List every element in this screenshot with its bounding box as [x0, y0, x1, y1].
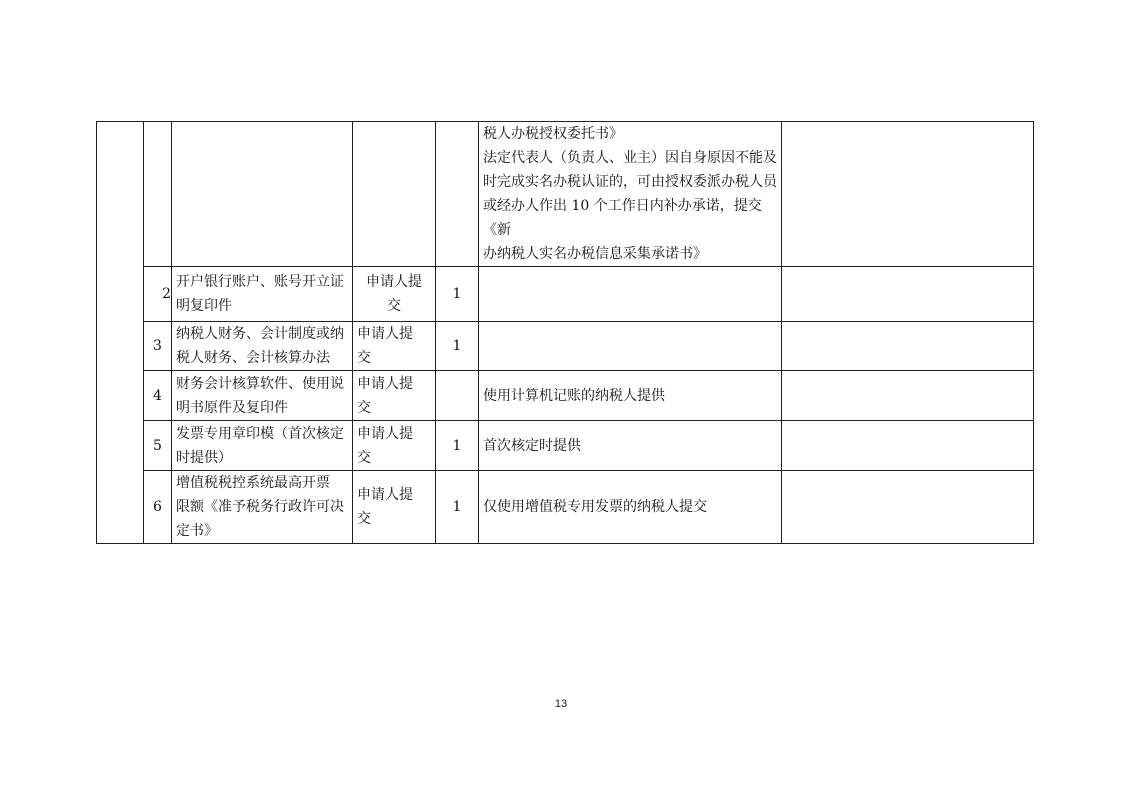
name-line: 明书原件及复印件	[176, 399, 288, 416]
copies-cell: 1	[436, 267, 479, 322]
source-cell	[353, 322, 436, 371]
name-line: 纳税人财务、会计制度或纳	[176, 326, 344, 342]
number-cell	[144, 122, 172, 267]
table-row-continuation	[97, 122, 1034, 267]
source-line: 申请人提	[357, 487, 413, 503]
number-cell: 5	[144, 421, 172, 471]
name-line: 限额《准予税务行政许可决	[176, 499, 344, 515]
copies-cell	[436, 122, 479, 267]
table-row	[97, 471, 1034, 544]
page-number: 13	[554, 698, 568, 710]
note-line: 时完成实名办税认证的，可由授权委派办税人员	[483, 174, 777, 190]
note-line: 办纳税人实名办税信息采集承诺书》	[483, 246, 707, 262]
source-cell	[353, 267, 436, 322]
source-line: 申请人提	[357, 425, 413, 442]
table-row	[97, 421, 1034, 471]
note-line: 税人办税授权委托书》	[483, 126, 623, 142]
extra-cell	[782, 322, 1034, 371]
source-line: 交	[387, 298, 401, 314]
name-cell	[172, 122, 353, 267]
name-line: 定书》	[176, 523, 218, 539]
note-line: 或经办人作出 10 个工作日内补办承诺，提交《新	[483, 198, 762, 238]
source-cell	[353, 471, 436, 544]
source-line: 交	[357, 350, 371, 366]
name-cell	[172, 471, 353, 544]
source-line: 交	[357, 399, 371, 416]
source-line: 交	[357, 511, 371, 527]
name-cell	[172, 322, 353, 371]
copies-cell	[436, 371, 479, 421]
source-line: 交	[357, 449, 371, 466]
number-cell: 3	[144, 322, 172, 371]
name-line: 开户银行账户、账号开立证	[176, 274, 344, 290]
extra-cell	[782, 371, 1034, 421]
table-row	[97, 267, 1034, 322]
name-line: 财务会计核算软件、使用说	[176, 375, 344, 392]
name-cell	[172, 267, 353, 322]
note-cell: 仅使用增值税专用发票的纳税人提交	[479, 471, 782, 544]
number-cell: 4	[144, 371, 172, 421]
number-cell: 6	[144, 471, 172, 544]
category-cell	[97, 122, 144, 544]
name-line: 明复印件	[176, 298, 232, 314]
name-line: 税人财务、会计核算办法	[176, 350, 330, 366]
name-line: 时提供）	[176, 449, 232, 466]
name-cell	[172, 371, 353, 421]
table-row	[97, 371, 1034, 421]
copies-cell: 1	[436, 471, 479, 544]
source-line: 申请人提	[366, 274, 422, 290]
note-cell: 使用计算机记账的纳税人提供	[479, 371, 782, 421]
source-line: 申请人提	[357, 326, 413, 342]
materials-table	[96, 121, 1034, 544]
name-line: 发票专用章印模（首次核定	[176, 425, 344, 442]
name-cell	[172, 421, 353, 471]
source-cell	[353, 122, 436, 267]
table-row	[97, 322, 1034, 371]
source-line: 申请人提	[357, 375, 413, 392]
number-cell: 2	[144, 267, 172, 322]
note-cell	[479, 122, 782, 267]
extra-cell	[782, 267, 1034, 322]
extra-cell	[782, 421, 1034, 471]
note-cell: 首次核定时提供	[479, 421, 782, 471]
name-line: 增值税税控系统最高开票	[176, 475, 330, 491]
note-cell	[479, 267, 782, 322]
note-line: 法定代表人（负责人、业主）因自身原因不能及	[483, 150, 777, 166]
extra-cell	[782, 471, 1034, 544]
source-cell	[353, 371, 436, 421]
extra-cell	[782, 122, 1034, 267]
source-cell	[353, 421, 436, 471]
copies-cell: 1	[436, 421, 479, 471]
note-cell	[479, 322, 782, 371]
copies-cell: 1	[436, 322, 479, 371]
